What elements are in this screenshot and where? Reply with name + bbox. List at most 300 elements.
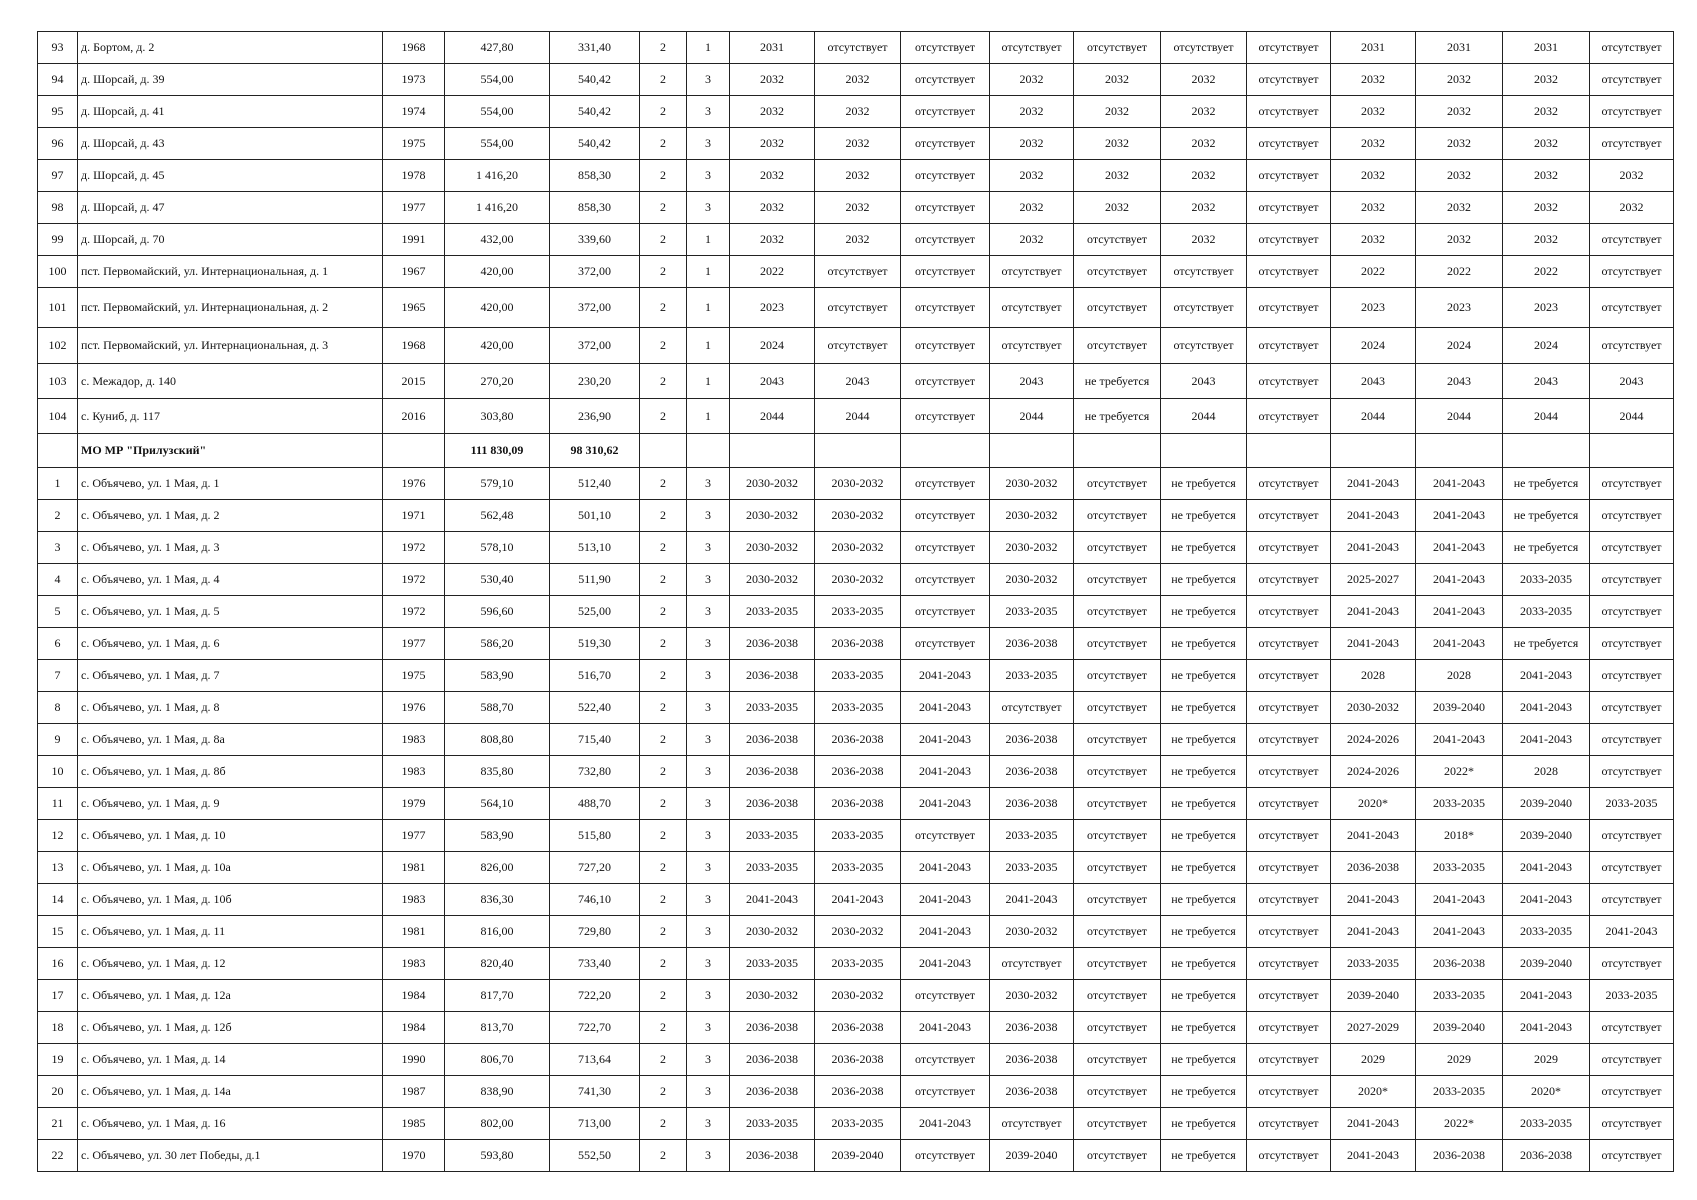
table-cell: 579,10 xyxy=(445,468,550,500)
table-cell: отсутствует xyxy=(990,256,1074,288)
table-cell: 802,00 xyxy=(445,1108,550,1140)
table-cell: 746,10 xyxy=(550,884,640,916)
table-cell: 722,70 xyxy=(550,1012,640,1044)
table-row xyxy=(38,788,1674,820)
table-cell: 2036-2038 xyxy=(730,660,815,692)
table-cell: 2036-2038 xyxy=(990,724,1074,756)
table-cell: 2036-2038 xyxy=(815,1044,901,1076)
table-cell: отсутствует xyxy=(901,64,990,96)
table-cell: 2041-2043 xyxy=(1331,500,1416,532)
table-cell: 2039-2040 xyxy=(990,1140,1074,1172)
table-cell: отсутствует xyxy=(1247,256,1331,288)
table-cell: 2041-2043 xyxy=(1416,916,1503,948)
address-cell: с. Объячево, ул. 1 Мая, д. 10 xyxy=(78,820,383,852)
housing-register-table xyxy=(37,31,1674,1172)
table-cell: 2032 xyxy=(815,96,901,128)
table-cell: 511,90 xyxy=(550,564,640,596)
table-cell: 2024-2026 xyxy=(1331,756,1416,788)
table-cell: отсутствует xyxy=(1247,64,1331,96)
table-cell: 2024 xyxy=(1331,328,1416,364)
table-cell: 2044 xyxy=(990,399,1074,434)
table-cell: 2030-2032 xyxy=(730,916,815,948)
row-number-cell xyxy=(38,434,78,468)
table-cell: отсутствует xyxy=(1074,596,1161,628)
table-cell: 2032 xyxy=(990,96,1074,128)
table-cell: 2030-2032 xyxy=(815,500,901,532)
table-cell: 540,42 xyxy=(550,64,640,96)
row-number-cell: 11 xyxy=(38,788,78,820)
table-cell: 715,40 xyxy=(550,724,640,756)
address-cell: д. Шорсай, д. 45 xyxy=(78,160,383,192)
table-cell: 1 xyxy=(687,399,730,434)
table-cell: 2041-2043 xyxy=(1503,884,1590,916)
table-cell: отсутствует xyxy=(1590,1108,1674,1140)
table-cell: отсутствует xyxy=(1590,468,1674,500)
table-cell: 2043 xyxy=(730,364,815,399)
table-cell: 2029 xyxy=(1503,1044,1590,1076)
table-cell: 2 xyxy=(640,364,687,399)
table-cell: 2033-2035 xyxy=(730,1108,815,1140)
table-cell: 2032 xyxy=(1074,64,1161,96)
table-cell: отсутствует xyxy=(990,288,1074,328)
table-cell: 522,40 xyxy=(550,692,640,724)
table-cell: отсутствует xyxy=(901,564,990,596)
table-cell: отсутствует xyxy=(1074,224,1161,256)
table-cell: отсутствует xyxy=(901,160,990,192)
table-cell: 515,80 xyxy=(550,820,640,852)
address-cell: д. Шорсай, д. 43 xyxy=(78,128,383,160)
table-cell: 2041-2043 xyxy=(901,1108,990,1140)
table-cell: 2023 xyxy=(1331,288,1416,328)
table-cell: 2031 xyxy=(1503,32,1590,64)
table-cell: отсутствует xyxy=(1074,852,1161,884)
table-cell: 2033-2035 xyxy=(815,1108,901,1140)
table-cell: 2031 xyxy=(1416,32,1503,64)
table-cell: 2030-2032 xyxy=(990,980,1074,1012)
table-cell: 2020* xyxy=(1503,1076,1590,1108)
table-cell: 562,48 xyxy=(445,500,550,532)
row-number-cell: 102 xyxy=(38,328,78,364)
table-cell: 2033-2035 xyxy=(990,852,1074,884)
table-cell: 2 xyxy=(640,1140,687,1172)
table-cell: 2032 xyxy=(1331,128,1416,160)
table-cell: 2030-2032 xyxy=(990,916,1074,948)
table-cell: 2041-2043 xyxy=(1416,884,1503,916)
table-cell: 2041-2043 xyxy=(901,948,990,980)
table-cell: 2 xyxy=(640,532,687,564)
table-cell: 1984 xyxy=(383,1012,445,1044)
table-cell: 2036-2038 xyxy=(730,1140,815,1172)
table-cell: 1 xyxy=(687,288,730,328)
table-cell: 2041-2043 xyxy=(1416,596,1503,628)
table-cell: 2033-2035 xyxy=(815,852,901,884)
address-cell: пст. Первомайский, ул. Интернациональная, д. 3 xyxy=(78,328,383,364)
row-number-cell: 21 xyxy=(38,1108,78,1140)
table-cell: 488,70 xyxy=(550,788,640,820)
table-cell: 2030-2032 xyxy=(990,468,1074,500)
table-cell: 2041-2043 xyxy=(901,852,990,884)
table-cell: 2041-2043 xyxy=(901,1012,990,1044)
table-cell: 2041-2043 xyxy=(1331,532,1416,564)
table-cell: не требуется xyxy=(1161,660,1247,692)
table-row xyxy=(38,1076,1674,1108)
address-cell: с. Объячево, ул. 1 Мая, д. 5 xyxy=(78,596,383,628)
table-cell: 540,42 xyxy=(550,96,640,128)
table-cell: 2022* xyxy=(1416,1108,1503,1140)
table-cell: 2032 xyxy=(1503,192,1590,224)
address-cell: с. Куниб, д. 117 xyxy=(78,399,383,434)
table-cell: 2 xyxy=(640,256,687,288)
row-number-cell: 20 xyxy=(38,1076,78,1108)
table-cell: 838,90 xyxy=(445,1076,550,1108)
table-cell: не требуется xyxy=(1161,788,1247,820)
table-cell: 817,70 xyxy=(445,980,550,1012)
table-cell: 512,40 xyxy=(550,468,640,500)
table-cell: 2041-2043 xyxy=(1416,628,1503,660)
row-number-cell: 7 xyxy=(38,660,78,692)
table-cell: отсутствует xyxy=(1247,948,1331,980)
table-cell: 2039-2040 xyxy=(815,1140,901,1172)
table-cell: отсутствует xyxy=(1074,628,1161,660)
table-cell: 1 416,20 xyxy=(445,160,550,192)
table-cell: отсутствует xyxy=(1247,980,1331,1012)
table-cell: отсутствует xyxy=(1161,32,1247,64)
table-cell: 2 xyxy=(640,160,687,192)
table-cell: 2041-2043 xyxy=(1503,724,1590,756)
table-cell: отсутствует xyxy=(1590,1076,1674,1108)
table-cell: 2033-2035 xyxy=(730,948,815,980)
table-cell: 2015 xyxy=(383,364,445,399)
table-cell xyxy=(640,434,687,468)
table-cell: 2030-2032 xyxy=(990,500,1074,532)
table-cell: 2 xyxy=(640,1012,687,1044)
row-number-cell: 17 xyxy=(38,980,78,1012)
table-cell: 2032 xyxy=(815,224,901,256)
table-cell: 3 xyxy=(687,596,730,628)
table-cell: 2033-2035 xyxy=(1503,564,1590,596)
table-cell: 3 xyxy=(687,628,730,660)
row-number-cell: 94 xyxy=(38,64,78,96)
table-cell: 1 xyxy=(687,224,730,256)
table-row xyxy=(38,468,1674,500)
table-cell: отсутствует xyxy=(901,96,990,128)
table-cell: 2 xyxy=(640,1044,687,1076)
table-cell: 1 416,20 xyxy=(445,192,550,224)
address-cell: с. Объячево, ул. 1 Мая, д. 3 xyxy=(78,532,383,564)
table-cell: отсутствует xyxy=(1247,532,1331,564)
table-cell: 2 xyxy=(640,500,687,532)
table-cell: 2041-2043 xyxy=(1331,1108,1416,1140)
table-cell: 2032 xyxy=(1416,96,1503,128)
table-cell: 2041-2043 xyxy=(1331,628,1416,660)
table-cell: 1990 xyxy=(383,1044,445,1076)
table-cell: отсутствует xyxy=(1590,628,1674,660)
table-cell: 2027-2029 xyxy=(1331,1012,1416,1044)
table-cell: 2041-2043 xyxy=(901,916,990,948)
table-cell: 432,00 xyxy=(445,224,550,256)
table-cell: 2043 xyxy=(1161,364,1247,399)
table-row xyxy=(38,364,1674,399)
address-cell: МО МР "Прилузский" xyxy=(78,434,383,468)
row-number-cell: 13 xyxy=(38,852,78,884)
table-cell: 3 xyxy=(687,1140,730,1172)
table-cell: отсутствует xyxy=(901,1044,990,1076)
table-cell: 2 xyxy=(640,468,687,500)
table-cell: 1972 xyxy=(383,596,445,628)
table-cell: отсутствует xyxy=(1247,364,1331,399)
table-cell: 2 xyxy=(640,692,687,724)
table-cell: 2022 xyxy=(1331,256,1416,288)
table-cell: 2031 xyxy=(730,32,815,64)
table-cell: 2041-2043 xyxy=(730,884,815,916)
table-cell: 2024 xyxy=(1503,328,1590,364)
table-cell: 1987 xyxy=(383,1076,445,1108)
table-cell: 2036-2038 xyxy=(815,628,901,660)
address-cell: д. Шорсай, д. 39 xyxy=(78,64,383,96)
table-cell: 519,30 xyxy=(550,628,640,660)
row-number-cell: 9 xyxy=(38,724,78,756)
table-cell: отсутствует xyxy=(1590,692,1674,724)
table-cell: отсутствует xyxy=(815,256,901,288)
table-cell: 2032 xyxy=(1503,160,1590,192)
table-cell: 2043 xyxy=(1590,364,1674,399)
table-cell: 3 xyxy=(687,1044,730,1076)
table-cell: 2032 xyxy=(815,64,901,96)
address-cell: пст. Первомайский, ул. Интернациональная, д. 2 xyxy=(78,288,383,328)
table-cell: отсутствует xyxy=(901,328,990,364)
table-cell: отсутствует xyxy=(1590,328,1674,364)
table-cell: 813,70 xyxy=(445,1012,550,1044)
table-cell: 2041-2043 xyxy=(1503,980,1590,1012)
address-cell: с. Объячево, ул. 1 Мая, д. 14а xyxy=(78,1076,383,1108)
table-cell: 2032 xyxy=(815,128,901,160)
table-cell: не требуется xyxy=(1161,532,1247,564)
table-cell: 2 xyxy=(640,724,687,756)
table-cell: отсутствует xyxy=(990,32,1074,64)
table-cell: 2041-2043 xyxy=(1416,468,1503,500)
table-cell: 2033-2035 xyxy=(730,852,815,884)
table-cell: 1974 xyxy=(383,96,445,128)
table-cell: 2044 xyxy=(1416,399,1503,434)
row-number-cell: 8 xyxy=(38,692,78,724)
table-cell: 2030-2032 xyxy=(815,980,901,1012)
table-cell: 2032 xyxy=(1416,224,1503,256)
address-cell: с. Объячево, ул. 1 Мая, д. 8а xyxy=(78,724,383,756)
table-cell: отсутствует xyxy=(1074,820,1161,852)
table-cell: отсутствует xyxy=(901,532,990,564)
table-cell: 2033-2035 xyxy=(1503,596,1590,628)
table-cell: отсутствует xyxy=(1247,128,1331,160)
row-number-cell: 96 xyxy=(38,128,78,160)
table-cell: 2041-2043 xyxy=(901,692,990,724)
table-cell: 3 xyxy=(687,884,730,916)
table-cell: 2033-2035 xyxy=(730,692,815,724)
table-cell: 2 xyxy=(640,288,687,328)
table-cell: 1975 xyxy=(383,660,445,692)
table-cell: 2041-2043 xyxy=(1331,820,1416,852)
table-cell: 2032 xyxy=(1503,224,1590,256)
table-cell: 2025-2027 xyxy=(1331,564,1416,596)
table-cell: 2 xyxy=(640,32,687,64)
table-cell: 2032 xyxy=(1161,192,1247,224)
address-cell: д. Шорсай, д. 41 xyxy=(78,96,383,128)
table-cell: 516,70 xyxy=(550,660,640,692)
table-cell: отсутствует xyxy=(1590,564,1674,596)
table-cell: не требуется xyxy=(1161,564,1247,596)
table-cell: отсутствует xyxy=(1247,596,1331,628)
address-cell: с. Межадор, д. 140 xyxy=(78,364,383,399)
table-row xyxy=(38,884,1674,916)
table-cell: 2 xyxy=(640,224,687,256)
address-cell: с. Объячево, ул. 30 лет Победы, д.1 xyxy=(78,1140,383,1172)
table-row xyxy=(38,660,1674,692)
table-cell: отсутствует xyxy=(1074,256,1161,288)
table-cell: 2030-2032 xyxy=(730,532,815,564)
table-cell: отсутствует xyxy=(1074,692,1161,724)
table-cell: 1979 xyxy=(383,788,445,820)
table-cell: отсутствует xyxy=(1590,596,1674,628)
row-number-cell: 18 xyxy=(38,1012,78,1044)
table-cell: 2044 xyxy=(1331,399,1416,434)
table-cell: 2 xyxy=(640,660,687,692)
table-cell: отсутствует xyxy=(1590,1012,1674,1044)
table-cell: 525,00 xyxy=(550,596,640,628)
table-row xyxy=(38,1044,1674,1076)
table-cell: 2 xyxy=(640,64,687,96)
table-cell: 2 xyxy=(640,128,687,160)
table-cell: 2032 xyxy=(1590,160,1674,192)
table-cell: 2 xyxy=(640,788,687,820)
table-cell: 2032 xyxy=(730,192,815,224)
table-row xyxy=(38,160,1674,192)
table-cell: отсутствует xyxy=(1247,692,1331,724)
table-cell: 2030-2032 xyxy=(1331,692,1416,724)
table-cell: не требуется xyxy=(1503,628,1590,660)
row-number-cell: 101 xyxy=(38,288,78,328)
table-cell: 2 xyxy=(640,328,687,364)
table-row xyxy=(38,948,1674,980)
row-number-cell: 5 xyxy=(38,596,78,628)
table-cell: 2036-2038 xyxy=(990,1012,1074,1044)
table-cell: 2039-2040 xyxy=(1416,692,1503,724)
table-cell: не требуется xyxy=(1503,500,1590,532)
table-cell: 98 310,62 xyxy=(550,434,640,468)
table-cell: 2023 xyxy=(1416,288,1503,328)
table-cell: 2036-2038 xyxy=(730,1076,815,1108)
table-cell: отсутствует xyxy=(1247,852,1331,884)
table-cell: отсутствует xyxy=(1247,1044,1331,1076)
address-cell: д. Шорсай, д. 47 xyxy=(78,192,383,224)
table-cell: 236,90 xyxy=(550,399,640,434)
table-cell: 2043 xyxy=(1331,364,1416,399)
table-cell: не требуется xyxy=(1161,1076,1247,1108)
table-cell: отсутствует xyxy=(901,128,990,160)
table-cell: отсутствует xyxy=(1247,96,1331,128)
table-cell: 2 xyxy=(640,884,687,916)
table-row xyxy=(38,980,1674,1012)
table-cell: 2 xyxy=(640,948,687,980)
table-cell: 2041-2043 xyxy=(1331,1140,1416,1172)
row-number-cell: 104 xyxy=(38,399,78,434)
table-cell: 2036-2038 xyxy=(1416,1140,1503,1172)
table-cell: 729,80 xyxy=(550,916,640,948)
table-cell: отсутствует xyxy=(815,328,901,364)
section-row xyxy=(38,434,1674,468)
table-cell: 1978 xyxy=(383,160,445,192)
table-cell: 816,00 xyxy=(445,916,550,948)
table-cell: не требуется xyxy=(1161,884,1247,916)
table-cell: 530,40 xyxy=(445,564,550,596)
table-cell: не требуется xyxy=(1161,1108,1247,1140)
table-cell: отсутствует xyxy=(901,1076,990,1108)
table-cell: 1977 xyxy=(383,820,445,852)
table-cell: 1965 xyxy=(383,288,445,328)
table-cell: 713,64 xyxy=(550,1044,640,1076)
table-cell: 2041-2043 xyxy=(990,884,1074,916)
table-cell: 2 xyxy=(640,1076,687,1108)
table-cell: 2032 xyxy=(815,160,901,192)
table-cell: 2033-2035 xyxy=(1416,788,1503,820)
row-number-cell: 10 xyxy=(38,756,78,788)
table-cell: не требуется xyxy=(1161,948,1247,980)
table-cell: 2 xyxy=(640,628,687,660)
table-cell: отсутствует xyxy=(1247,660,1331,692)
table-cell: 3 xyxy=(687,692,730,724)
table-cell: 2032 xyxy=(1331,192,1416,224)
table-cell: 2032 xyxy=(730,96,815,128)
row-number-cell: 12 xyxy=(38,820,78,852)
table-cell: 713,00 xyxy=(550,1108,640,1140)
table-cell: отсутствует xyxy=(990,692,1074,724)
table-row xyxy=(38,32,1674,64)
table-cell: 733,40 xyxy=(550,948,640,980)
table-cell: 2033-2035 xyxy=(990,820,1074,852)
address-cell: с. Объячево, ул. 1 Мая, д. 12а xyxy=(78,980,383,1012)
table-cell: 2030-2032 xyxy=(730,500,815,532)
table-cell: 2032 xyxy=(1503,128,1590,160)
table-cell: 3 xyxy=(687,756,730,788)
table-cell: 2029 xyxy=(1416,1044,1503,1076)
table-cell: отсутствует xyxy=(901,364,990,399)
table-cell: 2030-2032 xyxy=(815,468,901,500)
table-cell: отсутствует xyxy=(1590,724,1674,756)
table-cell: 2041-2043 xyxy=(1416,724,1503,756)
table-cell: 2022 xyxy=(730,256,815,288)
row-number-cell: 95 xyxy=(38,96,78,128)
table-cell: 2033-2035 xyxy=(815,820,901,852)
table-cell: 2041-2043 xyxy=(1503,852,1590,884)
table-cell: 2033-2035 xyxy=(990,596,1074,628)
table-cell: 3 xyxy=(687,948,730,980)
table-cell: 2041-2043 xyxy=(1416,500,1503,532)
table-cell: 2033-2035 xyxy=(1331,948,1416,980)
table-row xyxy=(38,1108,1674,1140)
table-cell: 583,90 xyxy=(445,820,550,852)
table-cell: 3 xyxy=(687,64,730,96)
table-cell: 1 xyxy=(687,328,730,364)
table-cell: 2041-2043 xyxy=(1503,692,1590,724)
table-cell: 2036-2038 xyxy=(815,1012,901,1044)
table-cell: 2039-2040 xyxy=(1503,948,1590,980)
table-row xyxy=(38,724,1674,756)
table-cell: отсутствует xyxy=(901,288,990,328)
table-cell: 2036-2038 xyxy=(730,756,815,788)
table-cell: 3 xyxy=(687,1108,730,1140)
table-cell: отсутствует xyxy=(1074,1012,1161,1044)
table-cell: 2036-2038 xyxy=(990,1076,1074,1108)
table-row xyxy=(38,128,1674,160)
table-cell: отсутствует xyxy=(1590,852,1674,884)
